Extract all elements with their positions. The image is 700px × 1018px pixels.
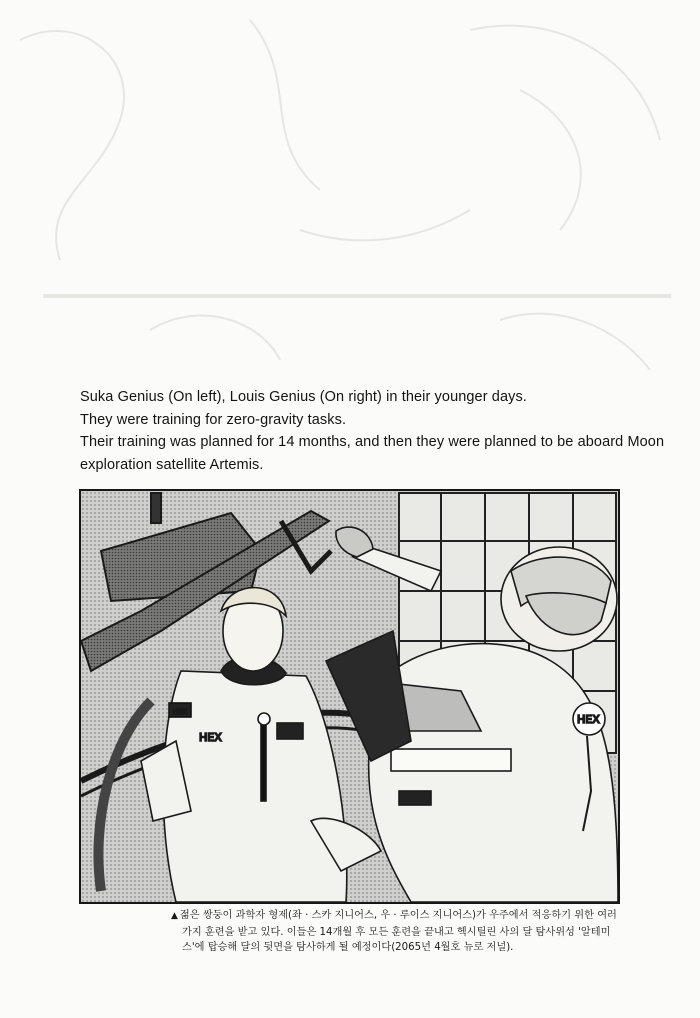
- bleed-through-artwork: [0, 0, 700, 380]
- caption-line-2: 가지 훈련을 받고 있다. 이들은 14개월 후 모든 훈련을 끝내고 헥시틸린 사의 달 탐사위성 '알테미: [182, 926, 611, 938]
- english-line-3: Their training was planned for 14 months, and then they were planned to be aboard Moon: [80, 434, 665, 450]
- suit-label-right: HEX: [577, 713, 600, 726]
- shoulder-patch: HEX: [173, 708, 188, 716]
- caption-line-3: 스'에 탑승해 달의 뒷면을 탐사하게 될 예정이다(2065년 4월호 뉴로 저널).: [182, 942, 514, 953]
- korean-caption: [171, 908, 621, 956]
- english-line-1: Suka Genius (On left), Louis Genius (On right) in their younger days.: [80, 389, 527, 405]
- manga-panel-illustration: [79, 489, 620, 904]
- caption-line-1: 젊은 쌍둥이 과학자 형제(좌 · 스카 지니어스, 우 · 루이스 지니어스)가 우주에서 적응하기 위한 여러: [179, 910, 617, 921]
- english-translation-text: [80, 386, 690, 476]
- suit-label-left: HEX: [199, 731, 222, 744]
- caption-triangle-marker: ▲: [171, 911, 178, 921]
- english-line-2: They were training for zero-gravity tasks.: [80, 411, 347, 428]
- english-line-4: exploration satellite Artemis.: [80, 456, 264, 473]
